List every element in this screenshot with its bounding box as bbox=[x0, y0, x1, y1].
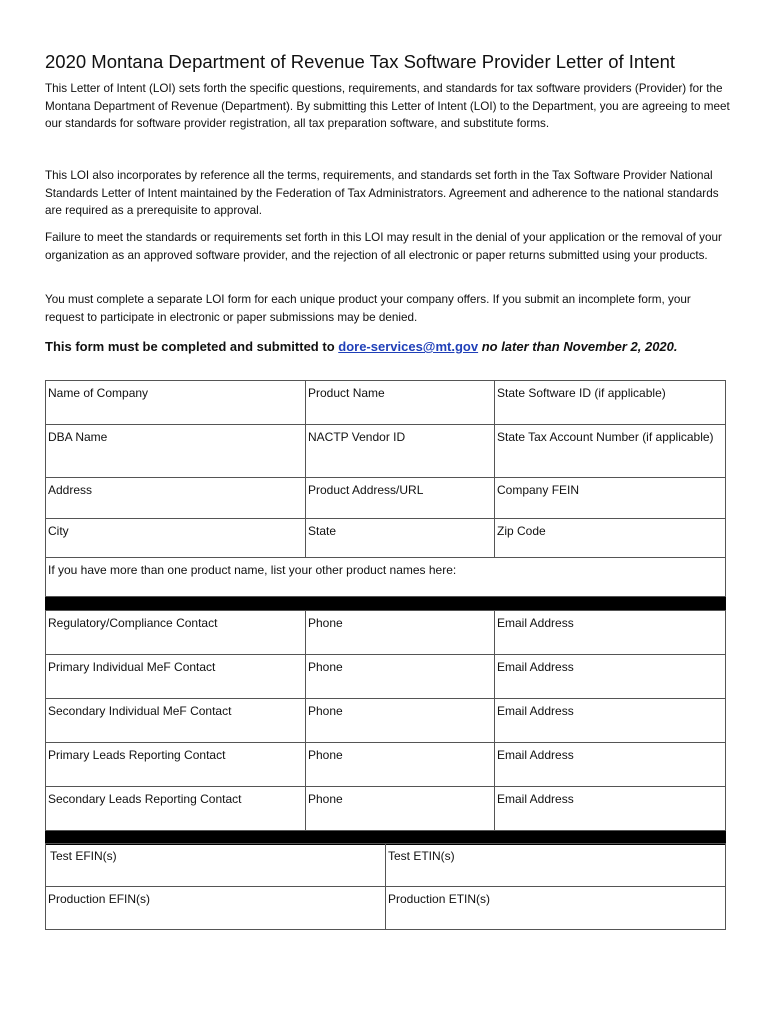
production-efin-field[interactable]: Production EFIN(s) bbox=[46, 887, 386, 930]
incorporation-paragraph: This LOI also incorporates by reference all the terms, requirements, and standards set forth in the Tax Software Provider National Standards Letter of Intent maintained by the Federation of Tax Administrators. Agreement and adherence to the national standards are required as a prerequisite to approval. bbox=[45, 169, 719, 217]
contact-phone-field[interactable]: Phone bbox=[306, 655, 495, 699]
contact-label[interactable]: Primary Leads Reporting Contact bbox=[46, 743, 306, 787]
test-efin-field[interactable]: Test EFIN(s) bbox=[46, 844, 386, 887]
contact-phone-field[interactable]: Phone bbox=[306, 699, 495, 743]
nactp-vendor-id-field[interactable]: NACTP Vendor ID bbox=[306, 425, 495, 478]
page-title: 2020 Montana Department of Revenue Tax Software Provider Letter of Intent bbox=[45, 51, 676, 72]
instruction-prefix: This form must be completed and submitted to bbox=[45, 339, 339, 354]
company-info-table bbox=[45, 380, 726, 611]
failure-paragraph: Failure to meet the standards or requirements set forth in this LOI may result in the denial of your application or the removal of your organization as an approved software provider, and the rejection of all electronic or paper returns submitted using your products. bbox=[45, 231, 722, 262]
contact-email-field[interactable]: Email Address bbox=[495, 787, 726, 831]
company-fein-field[interactable]: Company FEIN bbox=[495, 478, 726, 519]
efin-etin-table bbox=[45, 843, 726, 930]
contact-phone-field[interactable]: Phone bbox=[306, 743, 495, 787]
intro-paragraph: This Letter of Intent (LOI) sets forth the specific questions, requirements, and standards for tax software providers (Provider) for the Montana Department of Revenue (Department). By submitting this Letter of Intent (LOI) to the Department, you are agreeing to meet our standards for software provider registration, all tax preparation software, and substitute forms. bbox=[45, 82, 730, 130]
contact-email-field[interactable]: Email Address bbox=[495, 699, 726, 743]
product-name-field[interactable]: Product Name bbox=[306, 381, 495, 425]
contact-row bbox=[46, 743, 726, 787]
contact-row bbox=[46, 655, 726, 699]
contact-email-field[interactable]: Email Address bbox=[495, 743, 726, 787]
state-tax-account-field[interactable]: State Tax Account Number (if applicable) bbox=[495, 425, 726, 478]
contact-phone-field[interactable]: Phone bbox=[306, 611, 495, 655]
contact-row bbox=[46, 611, 726, 655]
dba-name-field[interactable]: DBA Name bbox=[46, 425, 306, 478]
city-field[interactable]: City bbox=[46, 519, 306, 558]
product-address-field[interactable]: Product Address/URL bbox=[306, 478, 495, 519]
state-software-id-field[interactable]: State Software ID (if applicable) bbox=[495, 381, 726, 425]
test-etin-field[interactable]: Test ETIN(s) bbox=[386, 844, 726, 887]
contact-row bbox=[46, 787, 726, 831]
contact-label[interactable]: Primary Individual MeF Contact bbox=[46, 655, 306, 699]
contact-phone-field[interactable]: Phone bbox=[306, 787, 495, 831]
state-field[interactable]: State bbox=[306, 519, 495, 558]
submission-email-link[interactable]: dore-services@mt.gov bbox=[338, 339, 479, 354]
instruction-deadline: no later than November 2, 2020. bbox=[478, 339, 678, 354]
contacts-table bbox=[45, 610, 726, 845]
address-field[interactable]: Address bbox=[46, 478, 306, 519]
contact-email-field[interactable]: Email Address bbox=[495, 655, 726, 699]
contact-label[interactable]: Regulatory/Compliance Contact bbox=[46, 611, 306, 655]
contact-label[interactable]: Secondary Leads Reporting Contact bbox=[46, 787, 306, 831]
contact-row bbox=[46, 699, 726, 743]
name-of-company-field[interactable]: Name of Company bbox=[46, 381, 306, 425]
contact-label[interactable]: Secondary Individual MeF Contact bbox=[46, 699, 306, 743]
contact-email-field[interactable]: Email Address bbox=[495, 611, 726, 655]
zip-code-field[interactable]: Zip Code bbox=[495, 519, 726, 558]
separate-loi-paragraph: You must complete a separate LOI form for each unique product your company offers. If you submit an incomplete form, your request to participate in electronic or paper submissions may be denied. bbox=[45, 293, 691, 324]
submission-instruction bbox=[45, 338, 735, 356]
production-etin-field[interactable]: Production ETIN(s) bbox=[386, 887, 726, 930]
section-divider-bar bbox=[46, 597, 726, 611]
other-products-field[interactable]: If you have more than one product name, list your other product names here: bbox=[46, 558, 726, 597]
